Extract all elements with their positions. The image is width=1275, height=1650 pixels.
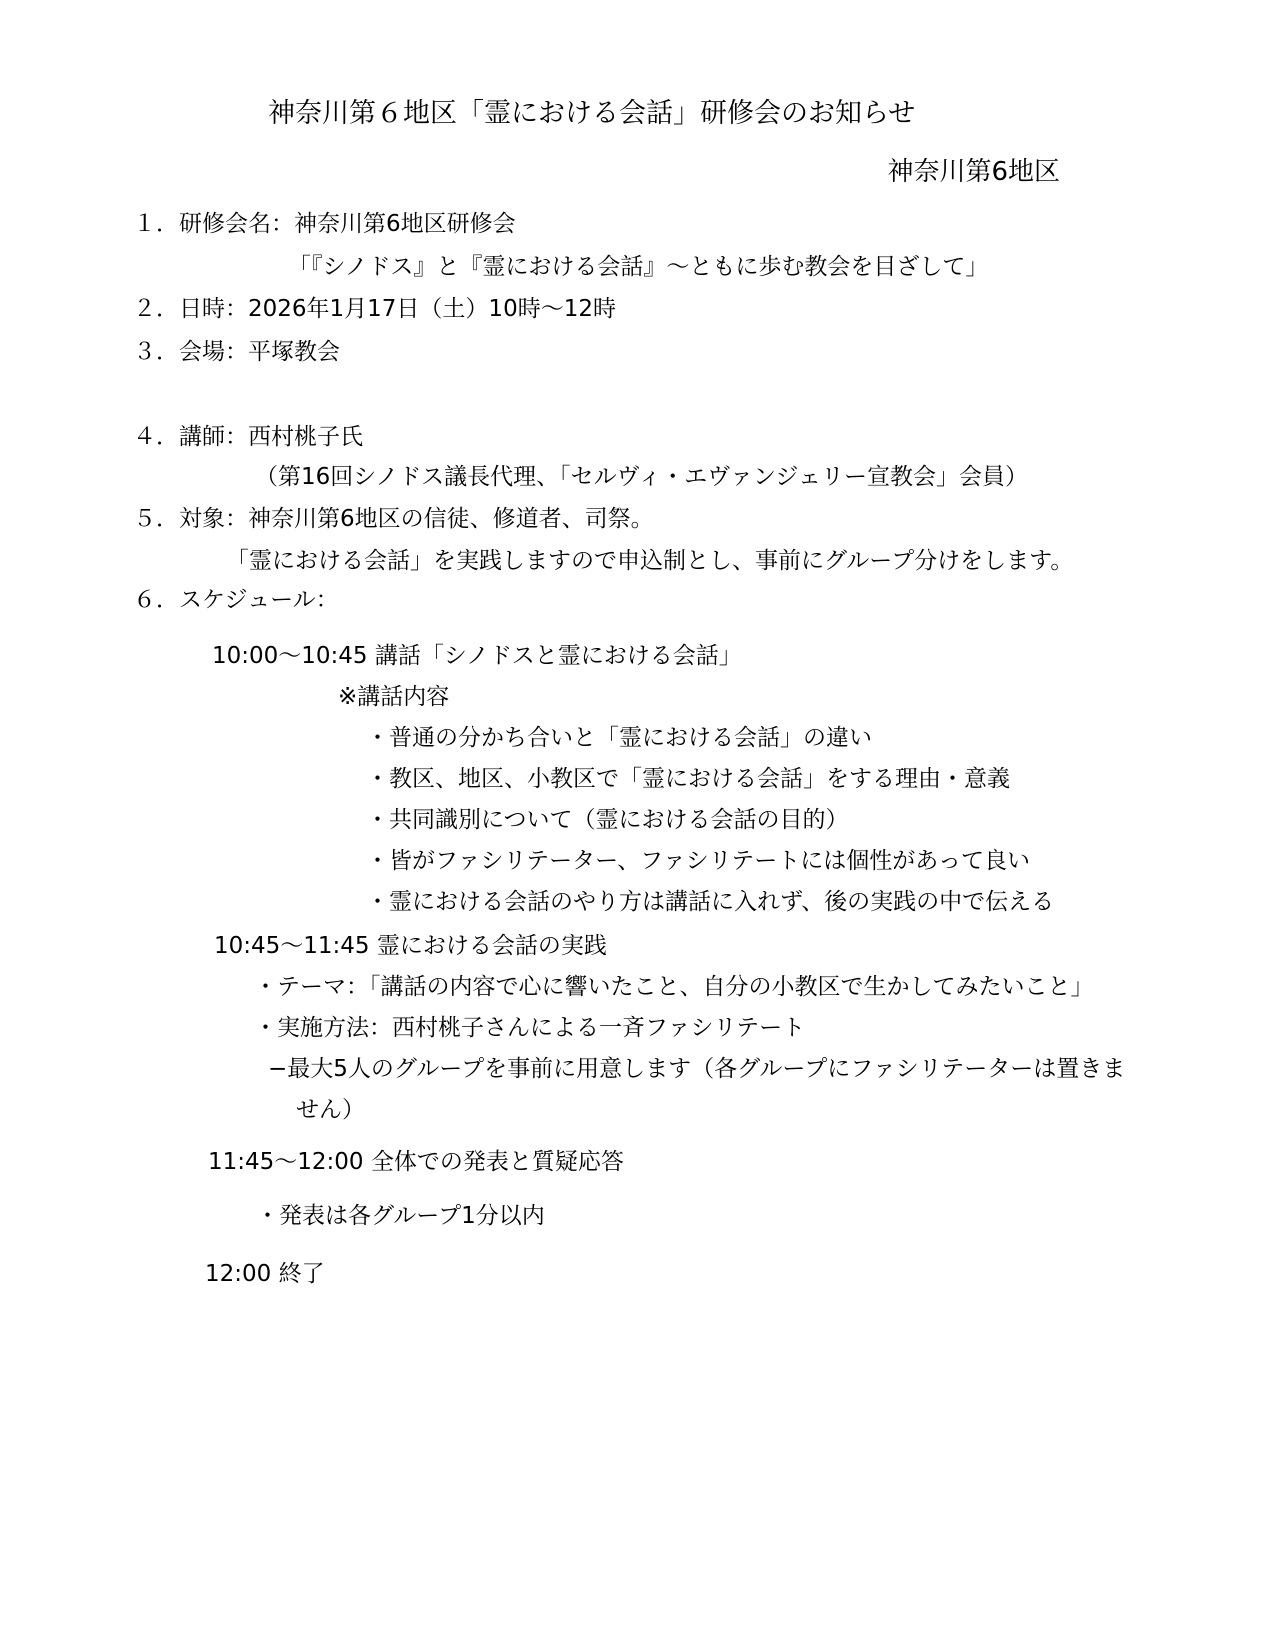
item-6-schedule: ６．スケジュール： <box>133 587 339 613</box>
item-1-seminar-name: １．研修会名：神奈川第6地区研修会 <box>133 211 516 237</box>
page-title: 神奈川第６地区「霊における会話」研修会のお知らせ <box>268 98 916 129</box>
schedule-block-2-heading: 10:45～11:45 霊における会話の実践 <box>214 933 607 959</box>
schedule-block-4-heading: 12:00 終了 <box>205 1261 325 1287</box>
schedule-block-2-theme: ・テーマ：「講話の内容で心に響いたこと、自分の小教区で生かしてみたいこと」 <box>254 974 1094 1000</box>
schedule-block-2-method: ・実施方法：西村桃子さんによる一斉ファシリテート <box>254 1015 806 1041</box>
schedule-block-1-subheading: ※講話内容 <box>338 684 450 710</box>
list-item: ・普通の分かち合いと「霊における会話」の違い <box>366 725 872 751</box>
item-2-date: ２．日時：2026年1月17日（土）10時～12時 <box>133 296 616 322</box>
list-item: ・霊における会話のやり方は講話に入れず、後の実践の中で伝える <box>366 889 1055 915</box>
organizer-name: 神奈川第6地区 <box>887 157 1060 187</box>
item-5-target-note: 「霊における会話」を実践しますので申込制とし、事前にグループ分けをします。 <box>226 548 1074 574</box>
list-item: ・共同識別について（霊における会話の目的） <box>366 807 849 833</box>
item-4-lecturer-note: （第16回シノドス議長代理、「セルヴィ・エヴァンジェリー宣教会」会員） <box>255 464 1028 490</box>
item-4-lecturer: ４．講師：西村桃子氏 <box>133 424 363 450</box>
list-item: ・皆がファシリテーター、ファシリテートには個性があって良い <box>366 848 1031 874</box>
item-3-venue: ３．会場：平塚教会 <box>133 339 340 365</box>
schedule-block-2-group-note: −最大5人のグループを事前に用意します（各グループにファシリテーターは置きま <box>268 1056 1126 1082</box>
list-item: ・教区、地区、小教区で「霊における会話」をする理由・意義 <box>366 766 1010 792</box>
item-5-target: ５．対象：神奈川第6地区の信徒、修道者、司祭。 <box>133 506 654 532</box>
schedule-block-2-group-note-cont: せん） <box>296 1097 365 1123</box>
schedule-block-1-heading: 10:00～10:45 講話「シノドスと霊における会話」 <box>212 643 742 669</box>
schedule-block-3-heading: 11:45～12:00 全体での発表と質疑応答 <box>208 1149 624 1175</box>
item-1-seminar-subtitle: 「『シノドス』と『霊における会話』～ともに歩む教会を目ざして」 <box>288 254 989 280</box>
schedule-block-3-point: ・発表は各グループ1分以内 <box>256 1203 545 1229</box>
